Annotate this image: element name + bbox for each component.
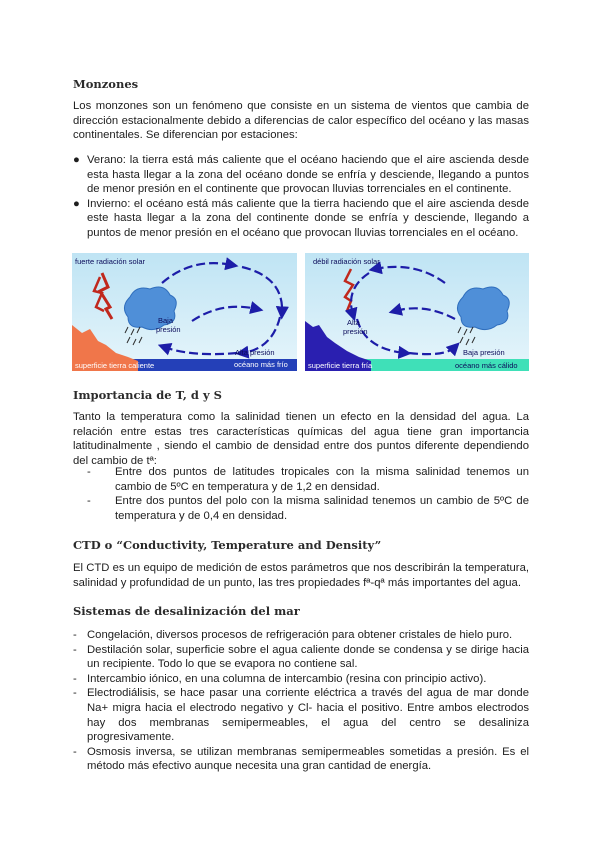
dash-marker: - [73, 629, 77, 641]
bullet-marker: ● [73, 197, 80, 210]
bullet-marker: ● [73, 154, 80, 166]
figure-label-high-pressure-1: Alta [347, 318, 360, 327]
section-heading-tds: Importancia de T, d y S [73, 388, 222, 402]
dash-marker: - [87, 495, 91, 508]
list-item-text: Congelación, diversos procesos de refrigeración para obtener cristales de hielo puro. [87, 629, 513, 641]
dash-marker: - [73, 745, 77, 758]
list-item [73, 745, 529, 774]
tds-paragraph: Tanto la temperatura como la salinidad tienen un efecto en la densidad del agua. La relación entre estas tres características químicas del agua tiene gran importancia latitudinalmente , siendo el cambio de densidad entre dos puntos diferente dependiendo del cambio de tª: [73, 411, 529, 467]
list-item [73, 686, 529, 744]
winter-monsoon-figure [305, 253, 529, 371]
figure-label-land: superficie tierra caliente [75, 361, 155, 370]
monzones-bullet-list [73, 153, 529, 241]
monzones-intro: Los monzones son un fenómeno que consiste en un sistema de vientos que cambia de dirección estacionalmente debido a diferencias de calor específico del océano y las masas continentales. Se diferencian por estaciones: [73, 100, 529, 142]
list-item-text: Entre dos puntos de latitudes tropicales con la misma salinidad tenemos un cambio de 5ºC en temperatura y de 1,2 en densidad. [115, 466, 529, 493]
figure-label-low-pressure-2: presión [156, 325, 181, 334]
dash-marker: - [73, 672, 77, 685]
figure-label-low-pressure-1: Baja [158, 316, 174, 325]
winter-monsoon-diagram [305, 253, 529, 371]
list-item-text: Electrodiálisis, se hace pasar una corriente eléctrica a través del agua de mar donde Na+ migra hacia el electrodo negativo y Cl- hacia el positivo. Entre ambos electrodos hay dos membranas semipermeables, el agua del centro se desaliniza progresivamente. [87, 687, 529, 744]
figure-label-high-pressure: Alta presión [235, 348, 275, 357]
dash-marker: - [73, 687, 77, 700]
figure-label-radiation: fuerte radiación solar [75, 257, 146, 266]
list-item-text: Entre dos puntos del polo con la misma salinidad tenemos un cambio de 5ºC de temperatura y de 0,4 en densidad. [115, 495, 529, 522]
figure-label-high-pressure-2: presión [343, 327, 368, 336]
list-item [73, 643, 529, 672]
list-item-text: Osmosis inversa, se utilizan membranas semipermeables sometidas a presión. Es el método más efectivo aunque necesita una gran cantidad de energía. [87, 745, 529, 773]
dash-marker: - [87, 466, 91, 478]
list-item [73, 628, 529, 643]
list-item [73, 153, 529, 197]
figure-label-ocean: océano más cálido [455, 361, 518, 370]
list-item [87, 494, 529, 523]
section-heading-ctd: CTD o “Conductivity, Temperature and Density” [73, 538, 382, 552]
ctd-paragraph: El CTD es un equipo de medición de estos parámetros que nos describirán la temperatura, salinidad y profundidad de un punto, las tres propiedades fª-qª más importantes del agua. [73, 562, 529, 589]
summer-monsoon-figure [72, 253, 297, 371]
list-item-text: Invierno: el océano está más caliente que la tierra haciendo que el aire ascienda desde este hasta llegar a la zona del continente donde se enfría y desciende, llegando a puntos de menor presión en el océano que provocan lluvias torrenciales en el océano. [87, 197, 529, 239]
summer-monsoon-diagram [72, 253, 297, 371]
list-item [87, 465, 529, 494]
dash-marker: - [73, 643, 77, 656]
section-heading-monzones: Monzones [73, 77, 139, 91]
figure-label-low-pressure: Baja presión [463, 348, 505, 357]
figure-label-land: superficie tierra fría [308, 361, 373, 370]
cloud-icon [457, 287, 509, 330]
list-item-text: Destilación solar, superficie sobre el agua caliente donde se condensa y se dirige hacia un recipiente. Todo lo que se evapora no contiene sal. [87, 643, 529, 671]
desalination-list [73, 628, 529, 774]
figure-label-radiation: débil radiación solar [313, 257, 380, 266]
tds-list [87, 465, 529, 523]
figure-label-ocean: océano más frío [234, 360, 288, 369]
section-heading-desalination: Sistemas de desalinización del mar [73, 604, 300, 618]
list-item-text: Verano: la tierra está más caliente que el océano haciendo que el aire ascienda desde esta hasta llegar a la zona del océano donde se enfría y desciende, llegando a puntos de menor presión en el continente que provocan lluvias torrenciales en el continente. [87, 154, 529, 196]
list-item [73, 197, 529, 241]
list-item [73, 672, 529, 687]
list-item-text: Intercambio iónico, en una columna de intercambio (resina con principio activo). [87, 672, 487, 685]
